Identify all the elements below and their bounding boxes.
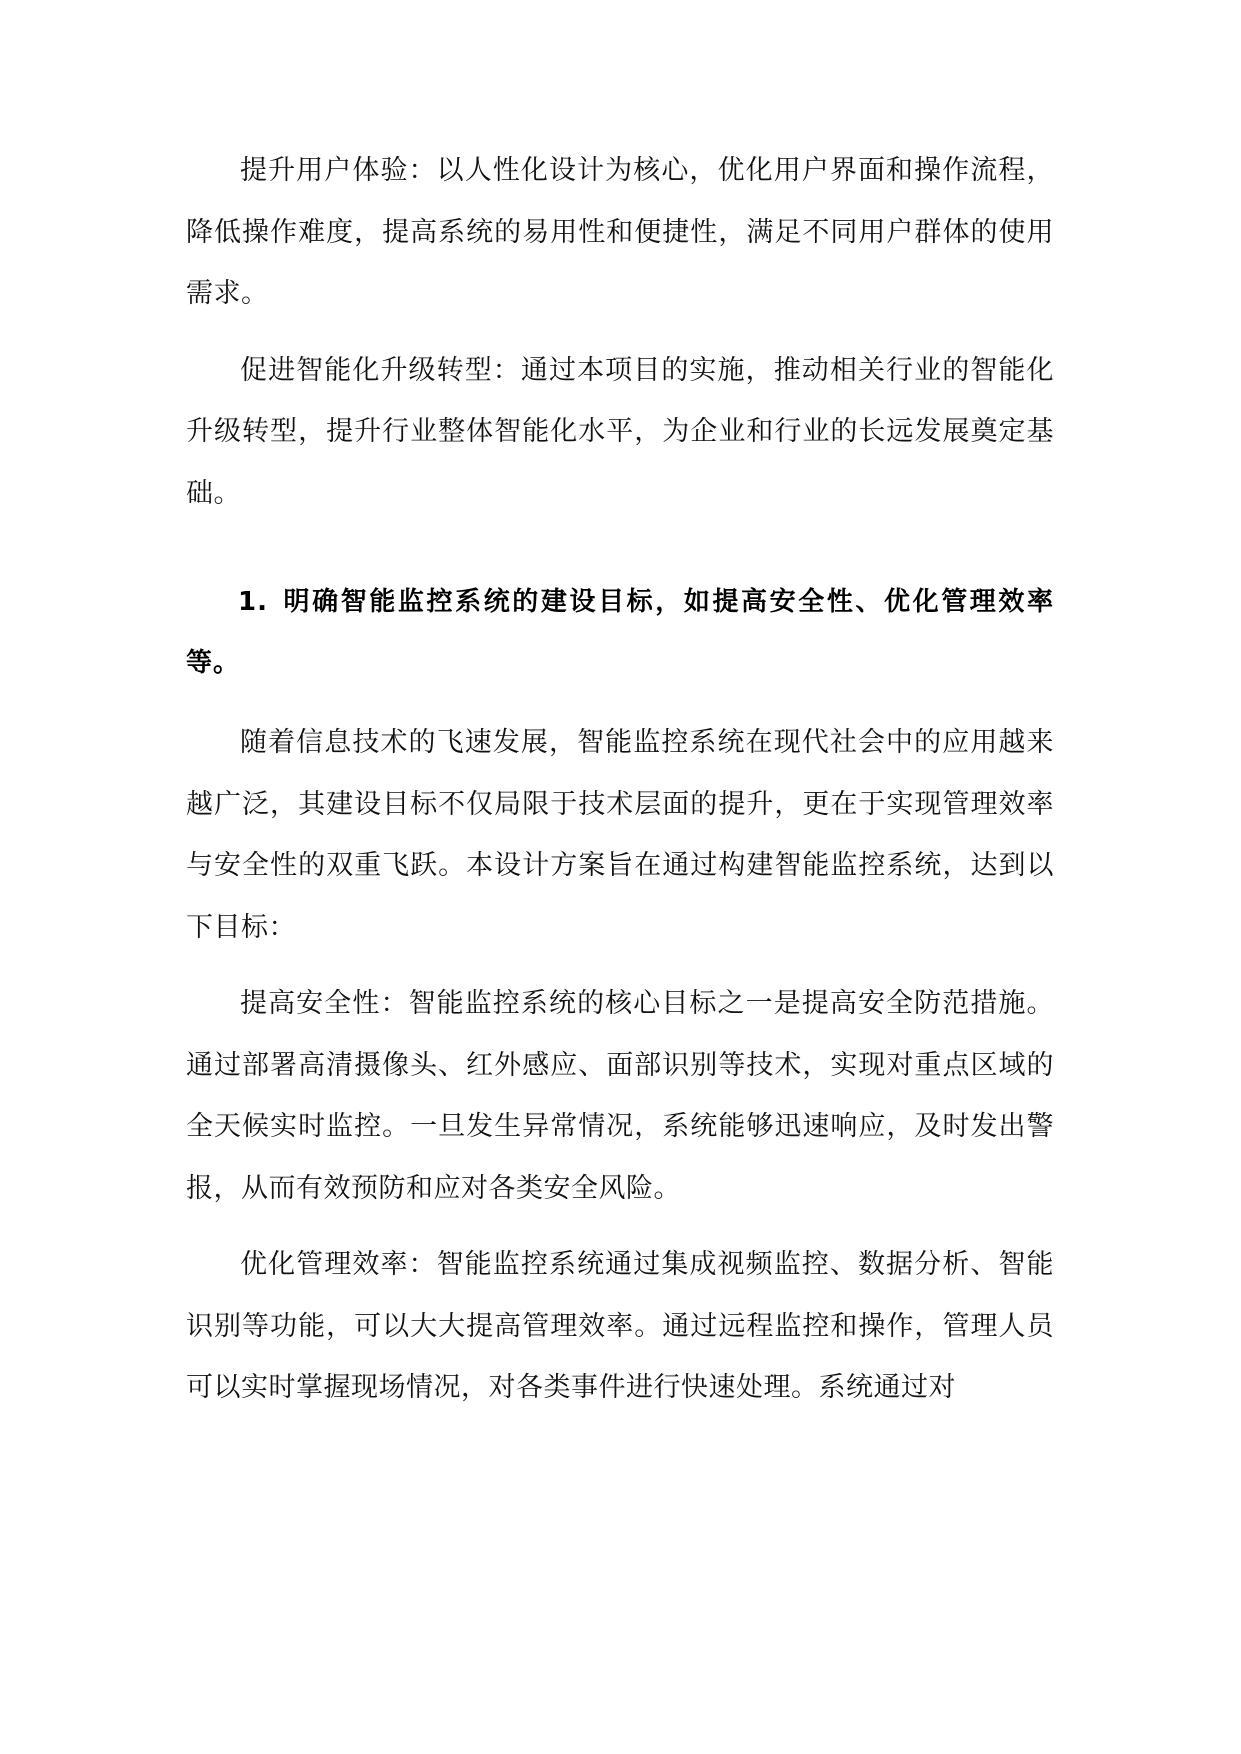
document-body bbox=[186, 140, 1054, 1434]
paragraph-user-experience: 提升用户体验：以人性化设计为核心，优化用户界面和操作流程，降低操作难度，提高系统的易用性和便捷性，满足不同用户群体的使用需求。 bbox=[186, 155, 1054, 309]
section-heading bbox=[186, 572, 1054, 694]
paragraph-intelligent-upgrade: 促进智能化升级转型：通过本项目的实施，推动相关行业的智能化升级转型，提升行业整体智能化水平，为企业和行业的长远发展奠定基础。 bbox=[186, 354, 1054, 509]
paragraph-intro: 随着信息技术的飞速发展，智能监控系统在现代社会中的应用越来越广泛，其建设目标不仅局限于技术层面的提升，更在于实现管理效率与安全性的双重飞跃。本设计方案旨在通过构建智能监控系统，达到以下目标： bbox=[186, 727, 1054, 943]
paragraph-improve-security: 提高安全性：智能监控系统的核心目标之一是提高安全防范措施。通过部署高清摄像头、红外感应、面部识别等技术，实现对重点区域的全天候实时监控。一旦发生异常情况，系统能够迅速响应，及时发出警报，从而有效预防和应对各类安全风险。 bbox=[186, 988, 1054, 1204]
section-number: 1. bbox=[238, 587, 268, 617]
paragraph-optimize-management: 优化管理效率：智能监控系统通过集成视频监控、数据分析、智能识别等功能，可以大大提高管理效率。通过远程监控和操作，管理人员可以实时掌握现场情况，对各类事件进行快速处理。系统通过对 bbox=[186, 1249, 1054, 1403]
section-heading-text: 明确智能监控系统的建设目标，如提高安全性、优化管理效率等。 bbox=[186, 587, 1054, 678]
